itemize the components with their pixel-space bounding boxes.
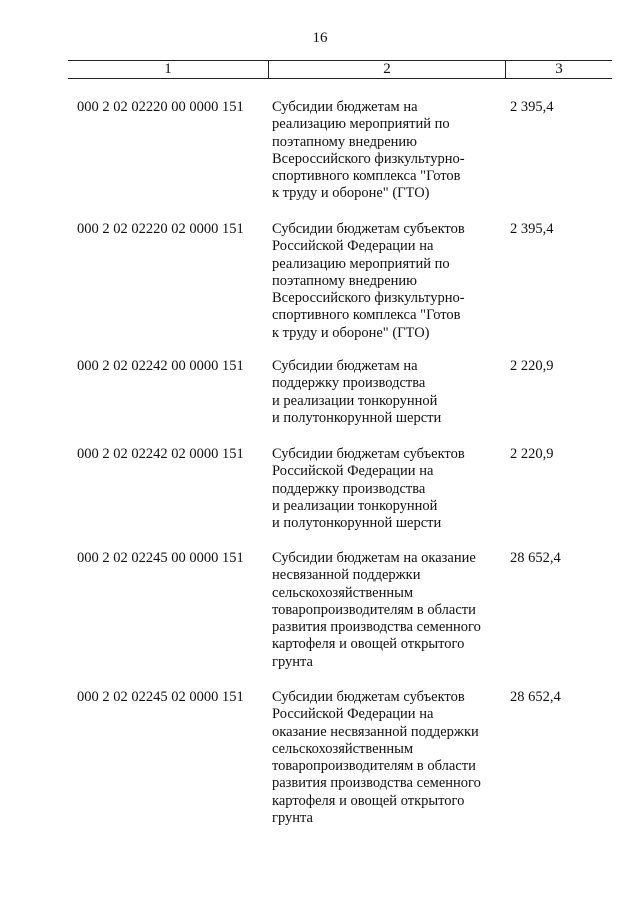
row-description [272, 99, 498, 203]
desc-line: Всероссийского физкультурно- [272, 290, 465, 307]
row-amount: 2 220,9 [510, 358, 554, 374]
row-description [272, 221, 498, 342]
desc-line: Субсидии бюджетам на [272, 99, 418, 115]
desc-line: к труду и обороне" (ГТО) [272, 324, 430, 341]
row-amount: 28 652,4 [510, 689, 561, 705]
desc-line: грунта [272, 653, 313, 670]
table-header [68, 60, 612, 79]
desc-line: товаропроизводителям в области [272, 601, 476, 618]
desc-line: картофеля и овощей открытого [272, 792, 465, 809]
row-amount: 2 395,4 [510, 221, 554, 237]
desc-line: Субсидии бюджетам субъектов [272, 446, 465, 462]
row-code: 000 2 02 02220 00 0000 151 [77, 99, 244, 115]
desc-line: товаропроизводителям в области [272, 758, 476, 775]
desc-line: Российской Федерации на [272, 238, 434, 255]
row-code: 000 2 02 02245 00 0000 151 [77, 550, 244, 566]
row-amount: 2 220,9 [510, 446, 554, 462]
row-description [272, 446, 498, 532]
desc-line: и полутонкорунной шерсти [272, 515, 442, 532]
desc-line: развития производства семенного [272, 775, 481, 792]
desc-line: поэтапному внедрению [272, 133, 417, 150]
desc-line: картофеля и овощей открытого [272, 636, 465, 653]
desc-line: Российской Федерации на [272, 706, 434, 723]
header-col-2: 2 [269, 61, 506, 78]
header-col-3: 3 [555, 61, 563, 77]
row-description [272, 358, 498, 427]
desc-line: спортивного комплекса "Готов [272, 307, 461, 324]
desc-line: сельскохозяйственным [272, 584, 414, 601]
desc-line: реализацию мероприятий по [272, 116, 450, 133]
row-code: 000 2 02 02242 02 0000 151 [77, 446, 244, 462]
desc-line: несвязанной поддержки [272, 567, 421, 584]
desc-line: Субсидии бюджетам на оказание [272, 550, 476, 566]
desc-line: Субсидии бюджетам субъектов [272, 221, 465, 237]
desc-line: спортивного комплекса "Готов [272, 168, 461, 185]
desc-line: и полутонкорунной шерсти [272, 409, 442, 426]
desc-line: грунта [272, 810, 313, 827]
desc-line: Всероссийского физкультурно- [272, 150, 465, 167]
row-amount: 2 395,4 [510, 99, 554, 115]
desc-line: к труду и обороне" (ГТО) [272, 185, 430, 202]
desc-line: Субсидии бюджетам на [272, 358, 418, 374]
header-col-1: 1 [68, 61, 269, 78]
page-number: 16 [312, 30, 328, 46]
row-amount: 28 652,4 [510, 550, 561, 566]
desc-line: поэтапному внедрению [272, 272, 417, 289]
row-code: 000 2 02 02245 02 0000 151 [77, 689, 244, 705]
desc-line: реализацию мероприятий по [272, 255, 450, 272]
row-description [272, 550, 498, 671]
desc-line: оказание несвязанной поддержки [272, 723, 479, 740]
desc-line: сельскохозяйственным [272, 740, 414, 757]
desc-line: поддержку производства [272, 375, 426, 392]
desc-line: и реализации тонкорунной [272, 392, 438, 409]
desc-line: Субсидии бюджетам субъектов [272, 689, 465, 705]
desc-line: и реализации тонкорунной [272, 497, 438, 514]
desc-line: Российской Федерации на [272, 463, 434, 480]
row-code: 000 2 02 02242 00 0000 151 [77, 358, 244, 374]
row-description [272, 689, 498, 827]
desc-line: поддержку производства [272, 480, 426, 497]
desc-line: развития производства семенного [272, 619, 481, 636]
row-code: 000 2 02 02220 02 0000 151 [77, 221, 244, 237]
